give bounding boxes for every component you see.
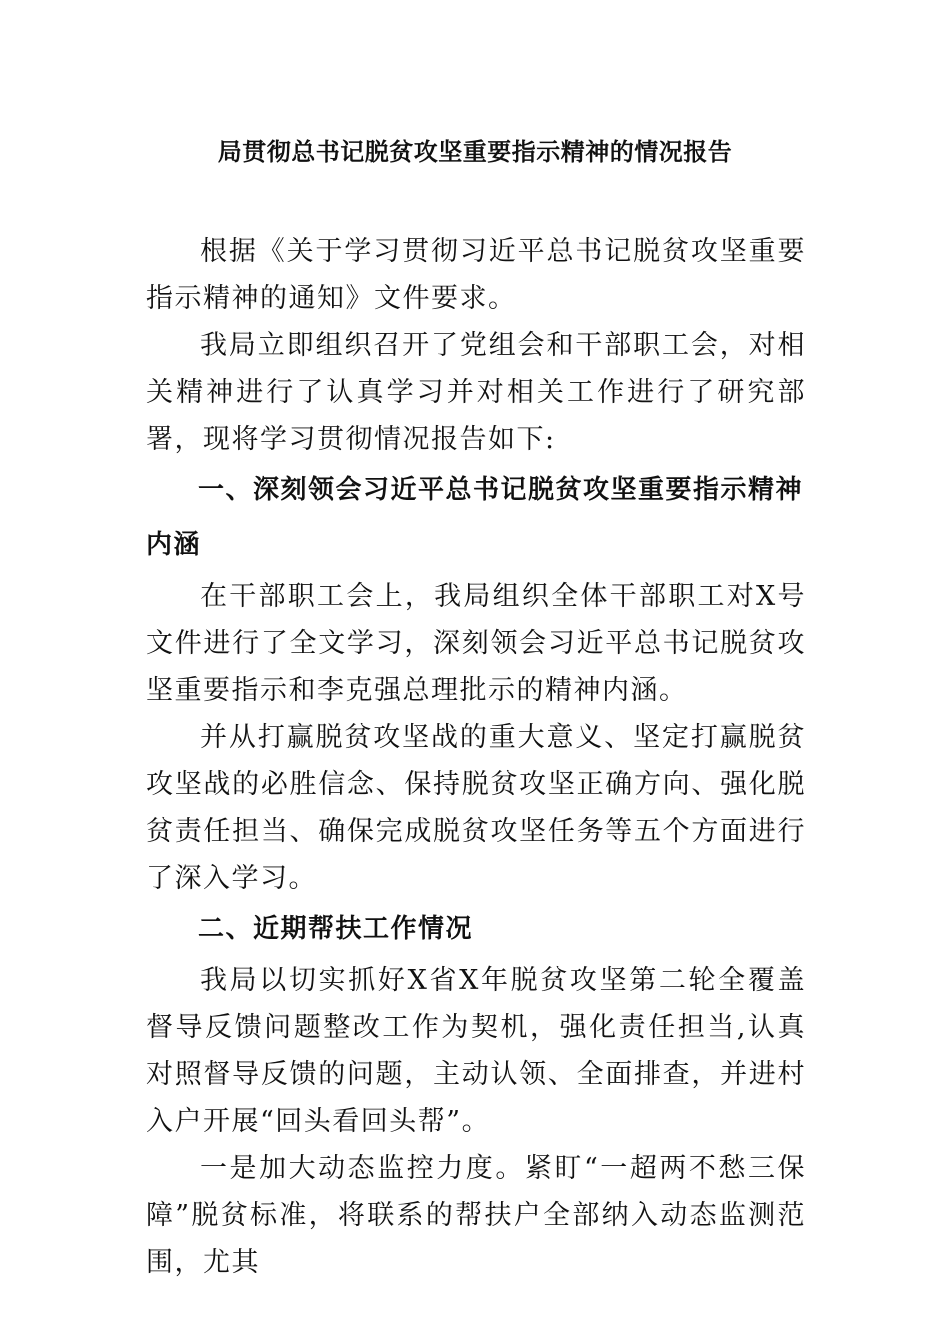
paragraph-meeting: 我局立即组织召开了党组会和干部职工会，对相关精神进行了认真学习并对相关工作进行了研究部署，现将学习贯彻情况报告如下: [146,330,806,455]
section-heading-2: 二、近期帮扶工作情况 [198,914,474,944]
paragraph-rectification: 我局以切实抓好X省X年脱贫攻坚第二轮全覆盖督导反馈问题整改工作为契机，强化责任担当,认真对照督导反馈的问题，主动认领、全面排查，并进村入户开展“回头看回头帮”。 [146,965,806,1137]
paragraph-monitoring: 一是加大动态监控力度。紧盯“一超两不愁三保障”脱贫标准，将联系的帮扶户全部纳入动态监测范围，尤其 [146,1153,806,1278]
document-title: 局贯彻总书记脱贫攻坚重要指示精神的情况报告 [217,138,733,166]
section-heading-1: 一、深刻领会习近平总书记脱贫攻坚重要指示精神内涵 [146,475,804,560]
paragraph-five-aspects: 并从打赢脱贫攻坚战的重大意义、坚定打赢脱贫攻坚战的必胜信念、保持脱贫攻坚正确方向、强化脱贫责任担当、确保完成脱贫攻坚任务等五个方面进行了深入学习。 [146,722,806,894]
paragraph-study: 在干部职工会上，我局组织全体干部职工对X号文件进行了全文学习，深刻领会习近平总书记脱贫攻坚重要指示和李克强总理批示的精神内涵。 [146,581,806,706]
paragraph-intro: 根据《关于学习贯彻习近平总书记脱贫攻坚重要指示精神的通知》文件要求。 [146,236,806,314]
document-body [146,228,806,1286]
